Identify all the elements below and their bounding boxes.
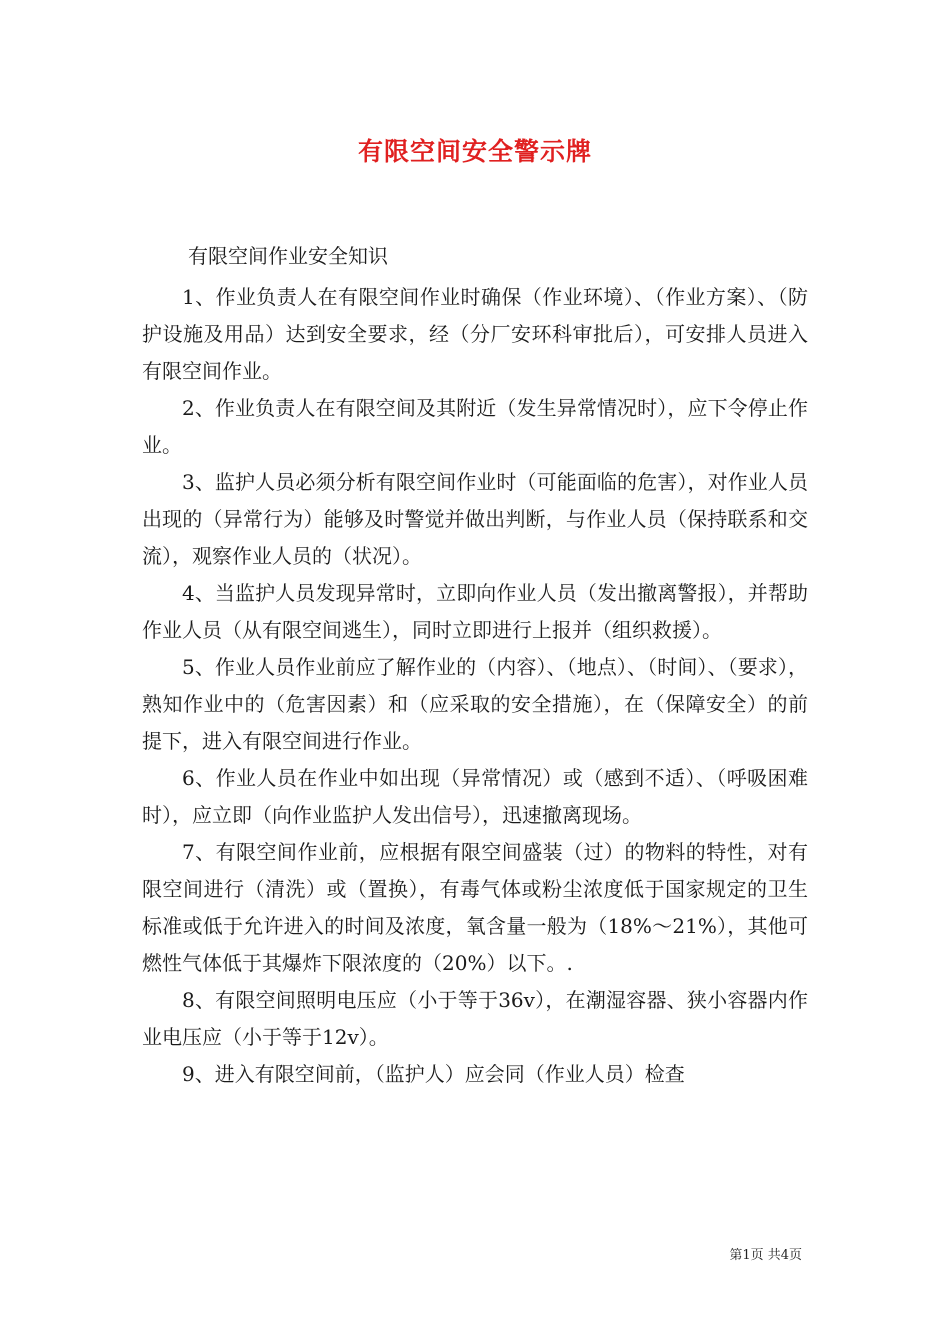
paragraph-8: 8、有限空间照明电压应（小于等于36v），在潮湿容器、狭小容器内作业电压应（小于等于12v）。 <box>142 988 808 1049</box>
page-number: 第1页 共4页 <box>729 1248 802 1263</box>
paragraph-7: 7、有限空间作业前，应根据有限空间盛装（过）的物料的特性，对有限空间进行（清洗）或（置换），有毒气体或粉尘浓度低于国家规定的卫生标准或低于允许进入的时间及浓度，氧含量一般为（18%～21%），其他可燃性气体低于其爆炸下限浓度的（20%）以下。. <box>142 840 808 975</box>
document-title: 有限空间安全警示牌 <box>357 137 592 166</box>
paragraph-9: 9、进入有限空间前，（监护人）应会同（作业人员）检查 <box>182 1062 685 1086</box>
paragraph-3: 3、监护人员必须分析有限空间作业时（可能面临的危害），对作业人员出现的（异常行为）能够及时警觉并做出判断，与作业人员（保持联系和交流），观察作业人员的（状况）。 <box>142 470 808 568</box>
paragraph-5: 5、作业人员作业前应了解作业的（内容）、（地点）、（时间）、（要求），熟知作业中的（危害因素）和（应采取的安全措施），在（保障安全）的前提下，进入有限空间进行作业。 <box>142 655 808 753</box>
document-body <box>142 279 808 1093</box>
paragraph-2: 2、作业负责人在有限空间及其附近（发生异常情况时），应下令停止作业。 <box>142 396 808 457</box>
paragraph-1: 1、作业负责人在有限空间作业时确保（作业环境）、（作业方案）、（防护设施及用品）达到安全要求，经（分厂安环科审批后），可安排人员进入有限空间作业。 <box>142 285 808 383</box>
paragraph-4: 4、当监护人员发现异常时，立即向作业人员（发出撤离警报），并帮助作业人员（从有限空间逃生），同时立即进行上报并（组织救援）。 <box>142 581 808 642</box>
paragraph-6: 6、作业人员在作业中如出现（异常情况）或（感到不适）、（呼吸困难时），应立即（向作业监护人发出信号），迅速撤离现场。 <box>142 766 808 827</box>
section-heading: 有限空间作业安全知识 <box>188 244 388 268</box>
